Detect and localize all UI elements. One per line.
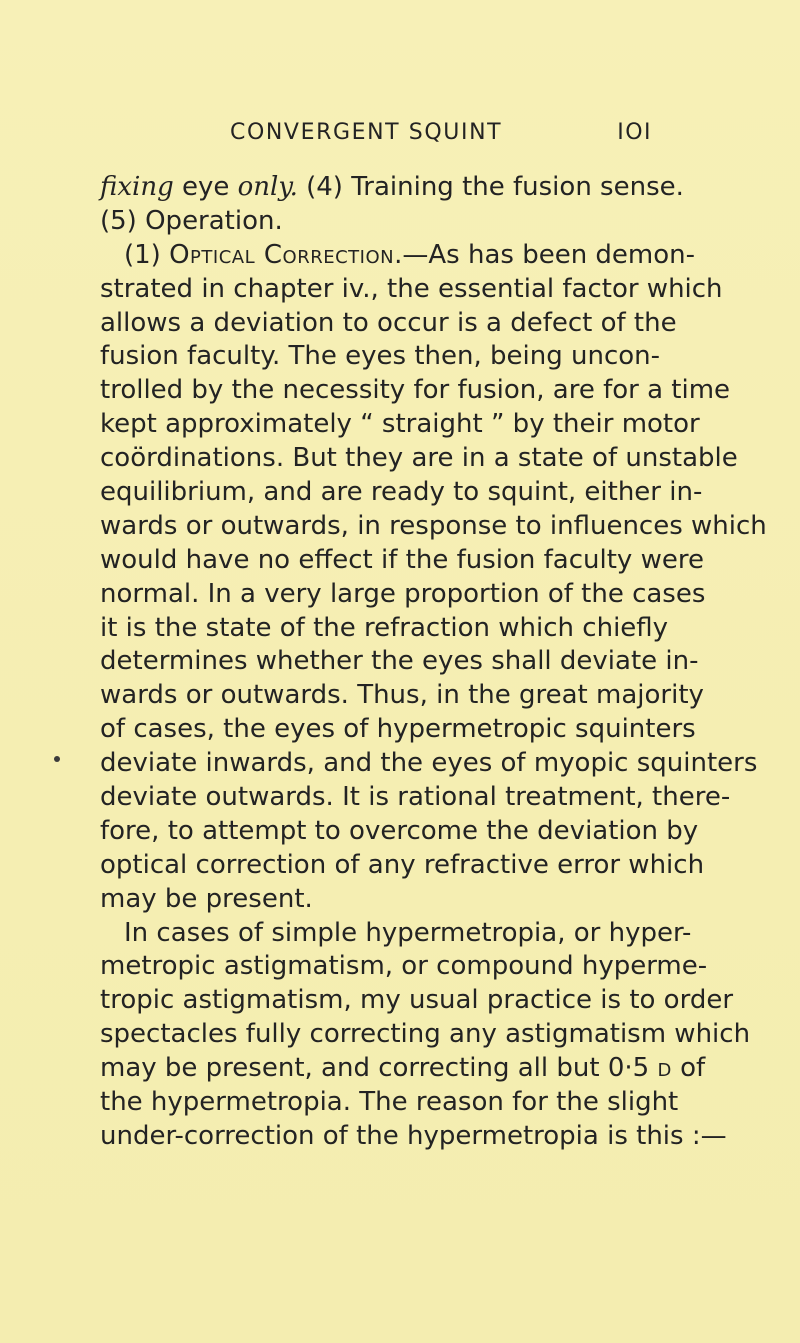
line-text: it is the state of the refraction which chiefly [100, 612, 669, 643]
text-line [100, 578, 706, 612]
running-head [100, 120, 660, 150]
margin-speck [54, 756, 60, 762]
emphasis-text: fixing [100, 172, 174, 202]
line-text: under-correction of the hypermetropia is this :— [100, 1120, 727, 1151]
text-line [100, 442, 738, 476]
text-line [100, 815, 699, 849]
text-line [100, 171, 684, 205]
diopter-unit: d [657, 1053, 672, 1084]
text-line [100, 849, 705, 883]
line-text: eye [173, 172, 238, 202]
text-line [100, 1120, 727, 1154]
text-line [100, 984, 734, 1018]
text-line [100, 1018, 751, 1052]
body-text [100, 171, 767, 1154]
line-text: tropic astigmatism, my usual practice is to order [100, 985, 734, 1016]
line-text: of cases, the eyes of hypermetropic squinters [100, 714, 696, 745]
line-text: kept approximately “ straight ” by their motor [100, 409, 700, 440]
line-text: coördinations. But they are in a state of unstable [100, 443, 738, 474]
line-text: equilibrium, and are ready to squint, either in- [100, 477, 703, 508]
text-line [100, 205, 660, 239]
line-text: normal. In a very large proportion of the cases [100, 578, 706, 609]
page-number: IOI [617, 120, 652, 145]
line-text: deviate inwards, and the eyes of myopic squinters [100, 748, 758, 779]
text-line [100, 239, 696, 273]
line-text: may be present, and correcting all but 0·5 [100, 1053, 658, 1084]
text-line [100, 645, 699, 679]
line-text: In cases of simple hypermetropia, or hyper- [124, 917, 692, 948]
text-line [100, 476, 703, 510]
line-text: fore, to attempt to overcome the deviation by [100, 815, 699, 846]
line-text: would have no effect if the fusion faculty were [100, 544, 704, 575]
line-text: of [671, 1053, 706, 1084]
line-text: the hypermetropia. The reason for the slight [100, 1087, 679, 1118]
line-text: spectacles fully correcting any astigmatism which [100, 1019, 751, 1050]
running-title: CONVERGENT SQUINT [230, 120, 503, 145]
line-text: may be present. [100, 883, 313, 914]
line-text: fusion faculty. The eyes then, being uncon- [100, 341, 661, 372]
line-text: trolled by the necessity for fusion, are for a time [100, 375, 731, 406]
line-text: strated in chapter iv., the essential factor which [100, 273, 723, 304]
text-line [100, 917, 692, 951]
emphasis-text: only. [237, 172, 298, 202]
text-line [100, 273, 723, 307]
text-line [100, 679, 704, 713]
text-line [100, 713, 696, 747]
text-line [100, 307, 677, 341]
line-text: deviate outwards. It is rational treatment, there- [100, 782, 731, 813]
line-text: allows a deviation to occur is a defect of the [100, 307, 677, 338]
text-line [100, 883, 660, 917]
text-line [100, 1086, 679, 1120]
line-text: wards or outwards, in response to influences which [100, 510, 767, 541]
line-text: (4) Training the fusion sense. [297, 172, 684, 202]
section-heading: Optical Correction [169, 239, 395, 270]
line-text: optical correction of any refractive error which [100, 849, 705, 880]
text-line [100, 510, 767, 544]
text-line [100, 408, 700, 442]
text-line [100, 374, 731, 408]
line-text: .—As has been demon- [394, 239, 696, 270]
text-line [100, 1052, 706, 1086]
line-text: metropic astigmatism, or compound hyperme- [100, 951, 708, 982]
text-line [100, 544, 704, 578]
text-line [100, 747, 758, 781]
line-text: determines whether the eyes shall deviate in- [100, 646, 699, 677]
text-line [100, 612, 669, 646]
line-text: wards or outwards. Thus, in the great majority [100, 680, 704, 711]
text-line [100, 950, 708, 984]
line-text: (1) [124, 239, 170, 270]
text-line [100, 781, 731, 815]
line-text: (5) Operation. [100, 205, 283, 236]
text-line [100, 340, 660, 374]
